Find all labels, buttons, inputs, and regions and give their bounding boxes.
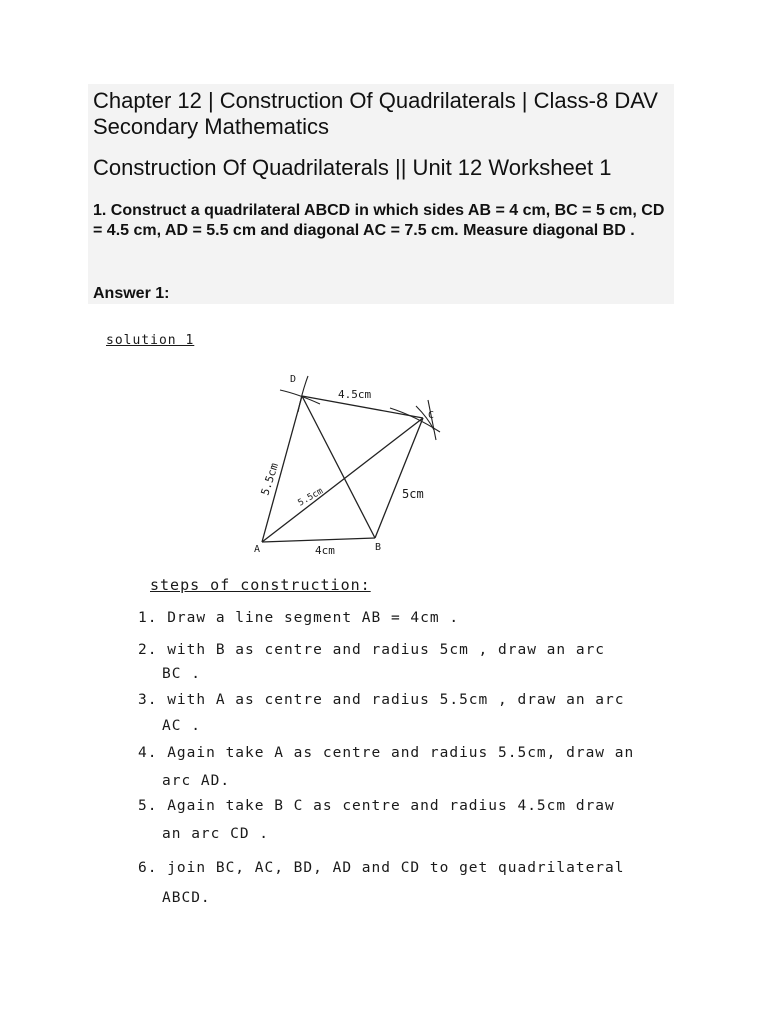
step-5: 5. Again take B C as centre and radius 4.5cm draw [138,798,615,814]
step-4-cont: arc AD. [162,773,231,789]
step-3-cont: AC . [162,718,201,734]
quadrilateral-figure [240,360,460,560]
label-ab: 4cm [315,544,335,557]
step-6: 6. join BC, AC, BD, AD and CD to get quadrilateral [138,860,625,876]
diagonal-bd [302,396,375,538]
label-cd: 4.5cm [338,388,372,401]
vertex-a: A [254,544,261,555]
page-title: Chapter 12 | Construction Of Quadrilaterals | Class-8 DAV Secondary Mathematics [93,88,658,139]
step-1: 1. Draw a line segment AB = 4cm . [138,610,460,626]
vertex-d: D [290,374,297,385]
step-4: 4. Again take A as centre and radius 5.5cm, draw an [138,745,635,761]
answer-label: Answer 1: [93,285,170,302]
side-ab [262,538,375,542]
label-ac: 5.5cm [296,486,325,509]
step-6-cont: ABCD. [162,890,211,906]
vertex-c: C [428,410,435,421]
worksheet-subtitle: Construction Of Quadrilaterals || Unit 12 Worksheet 1 [93,155,612,180]
step-2-cont: BC . [162,666,201,682]
arc-near-d-2 [298,376,308,412]
steps-heading: steps of construction: [150,576,371,594]
vertex-b: B [375,542,382,553]
question-text: 1. Construct a quadrilateral ABCD in which sides AB = 4 cm, BC = 5 cm, CD = 4.5 cm, AD = 5.5 cm and diagonal AC = 7.5 cm. Measure diagonal BD . [93,202,665,239]
label-bc: 5cm [402,487,424,501]
step-3: 3. with A as centre and radius 5.5cm , draw an arc [138,692,625,708]
solution-label: solution 1 [106,333,195,348]
step-5-cont: an arc CD . [162,826,270,842]
label-ad: 5.5cm [258,461,282,497]
step-2: 2. with B as centre and radius 5cm , draw an arc [138,642,606,658]
